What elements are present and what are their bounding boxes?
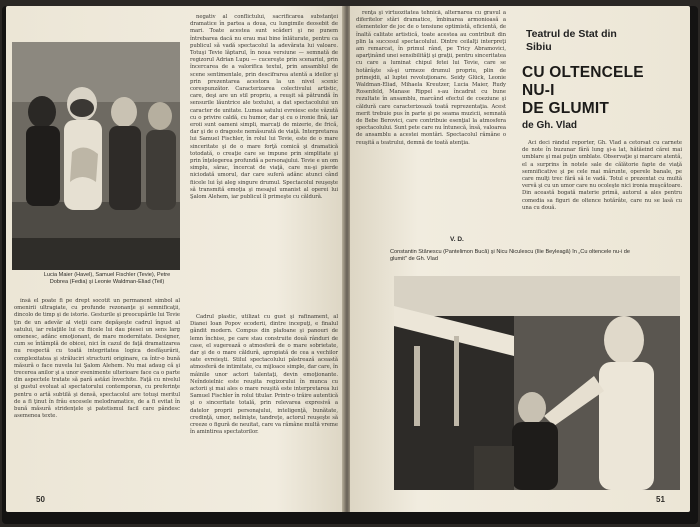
right-photo-caption: Constantin Stănescu (Pantelimon Bucă) şi Nicu Niculescu (Ilie Beyleagă) în „Cu oltencele nu-i de glumit" de Gh. Vlad [390,249,631,263]
left-photo-caption: Lucia Maier (Havel), Samuel Fischler (Tevie), Petre Dobrea (Fedia) şi Leonie Waldman-Eliad (Teil) [43,272,171,286]
play-title-line-2: NU-I [522,82,555,99]
right-page [350,6,690,512]
column-text: Aci deci rândul reporter, Gh. Vlad a cetorsat cu carnete de note în buzunar fără lung şi-a lat, hătăeind cărei mai umblare şi mai puţin umblate. Observaţie şi marcare atentă, el a surprins în notele sale de călătorie fapte de viaţă semnificative şi pe cele mai mărunte, operele banale, pe care mulţi trec fără să le vadă. Totul e prezentat cu multă vervă şi cu un umor care nu ocoleşte nici ironia muşcătoare. Din această bogată materie primă, autorul a ales pentru comedia sa figuri de oltence hotărâte, care nu se lasă cu una cu două. [522,140,682,211]
play-author: de Gh. Vlad [522,120,578,131]
column-text: Cadrul plastic, utilizat cu gust şi rafinament, al Dianei Ioan Popov ecoderii, dintre incepuţi, e finalul gândit modern. Compus din plafoane şi panouri de lemn închise, pe care stau construite două rânduri de case, el sugerează o atmosferă de o mare sobrietate, dar şi de o mare căldură, apropiată de cea a vechilor sate evreieşti. Stilul spectacolului păstrează această atmosferă de intimitate, cu mijloace simple, dar care, în mâinile unor actori talentaţi, devin emoţionante. Neîndoielnic este reuşita regizorului în munca cu actorii şi mai ales o mare reuşită este interpretarea lui Samuel Fischler în rolul titular. Printr-o trăire autentică şi o sinceritate totală, prin relevarea expresivă a datelor proprii personajului, inteligenţă, bunătate, credinţă, umor, nelinişte, tandreţe, actorul reuşeşte să creeze o figură de neuitat, care va rămâne multă vreme în amintirea spectatorilor. [190,314,338,436]
left-page-group-photo [12,42,180,270]
play-title-line-1: CU OLTENCELE [522,64,644,81]
right-page-intro-column [522,140,682,242]
left-page-column-right-top [190,14,338,310]
theatre-header: Teatrul de Stat din Sibiu [526,28,617,53]
left-page-column-left-bottom [14,298,180,496]
column-text: negativ al conflictului, sacrificarea substanţei dramatice în partea a doua, cu lungimile deosebit de mari. Toate acestea sunt scăderi şi ne punem întrebarea dacă nu erau mai bine înlăturate, pentru ca publicul să vadă spectacolul la adevărata lui valoare. Totuşi Tevie lăptarul, în noua versiune — semnată de regizorul Adrian Lupu — cucereşte prin scenariul, prin încercarea de a valorifica textul, prin ansamblul de scene sentimentale, prin descifrarea atentă a ideilor şi prin prezentarea acestora la un nivel scenic corespunzător. Caracterizarea colectivului artistic, care, deşi are un stil propriu, a reuşit să pătrundă în sensurile lăuntrice ale textului, a dat spectacolului un caracter de unitate. Lumea satului evreiesc este văzută cu o privire caldă, cu humor, dar şi cu o ironie fină, iar eroii sunt oameni simpli, marcaţi de mizerie, de frică, dar şi de o dragoste nemăsurată de viaţă. Interpretarea lui Samuel Fischler, în rolul lui Tevie, este de o mare sinceritate şi de o mare forţă comică şi dramatică totodată, o creaţie care se impune prin simplitate şi prin înţelegerea profundă a personajului. Tevie e un om simplu, sărac, încercat de viaţă, care nu-şi pierde niciodată umorul, dar care suferă adânc atunci când fiicele lui îşi aleg singure drumul. Spectacolul reuşeşte să transmită emoţia şi mesajul umanist al operei lui Şalom Alehem, iar publicul îl primeşte cu căldură. [190,14,338,201]
group-photo-image [12,42,180,270]
scene-photo-image [394,276,680,490]
left-page [6,6,344,512]
left-page-column-right-bottom [190,314,338,496]
author-signature: V. D. [450,236,464,243]
page-number: 51 [656,495,665,504]
column-text: însă el poate fi pe drept socotit un permanent simbol al omenirii ultragiate, cu profunde rezonanţe şi semnificaţii, dincolo de timp şi de istorie. Gesturile şi preocupările lui Tevie ţin de un adevăr al vieţii care depăşeşte cadrul îngust al satului, iar relaţiile lui cu fiicele lui dau piesei un sens larg omenesc, adânc emoţionant, de mare modernitate. Designer, cum se întâmplă de obicei, nici în cazul de faţă dramatizarea nu respectă cu toată integritatea logica desfăşurării, complexitatea şi străluciri structurii originare, ca într-o bună măsură o face nuvela lui Şalom Alehem. Nu mai adaug că şi trecerea anilor şi a unor evenimente ulterioare face ca o parte din aspectele tratate să pară astăzi învechite. Faţă cu nivelul şi gustul evoluat al spectatorului contemporan, cu preferinţe pentru o artă subtilă şi densă, spectacolul are totuşi meritul de a fi ţinut în frâu excesele melodramatice, de a fi evitat în bună măsură stridenţele şi patetismul facil care pândesc asemenea texte. [14,298,180,420]
page-number: 50 [36,495,45,504]
right-page-column-left [356,10,506,235]
column-text: renţa şi virtuozitatea tehnică, alternarea cu gravul a diferitelor stări dramatice, îmbinarea armonioasă a elementelor de joc de o tensiune optimistă, eficientă, de înaltă calitate artistică, toate acestea au contribuit din plin la succesul spectacolului. Dintre ceilalţi interpreţi am remarcat, în primul rând, pe Tricy Abramovici, aparţinând unei sensibilităţi şi graţii, pentru sinceritatea cu care a luminat chipul fetei lui Tevie, care se hotărăşte să-şi urmeze drumul propriu, plin de primejdii, al luptei revoluţionare. Seidy Glück, Leonie Waldman-Eliad, Mihaela Kreutzer, Lucia Maier, Rudy Rosenfeld, Manase Rippel s-au încadrat cu bune rezultate în ansamblu, marcând efectul de coeziune şi căldură care caracterizează toată reprezentaţia. Acest merit trebuie pus în parte şi pe seama muzicii, semnată de Bebe Berovici, care contribuie esenţial la atmosfera spectacolului. Sunt pete care nu întunecă, însă, valoarea de ansamblu a acestei montări. Spectacolul rămâne o reuşită a teatrului, demnă de toată atenţia. [356,10,506,146]
right-page-scene-photo [394,276,680,490]
play-title-line-3: DE GLUMIT [522,100,610,117]
